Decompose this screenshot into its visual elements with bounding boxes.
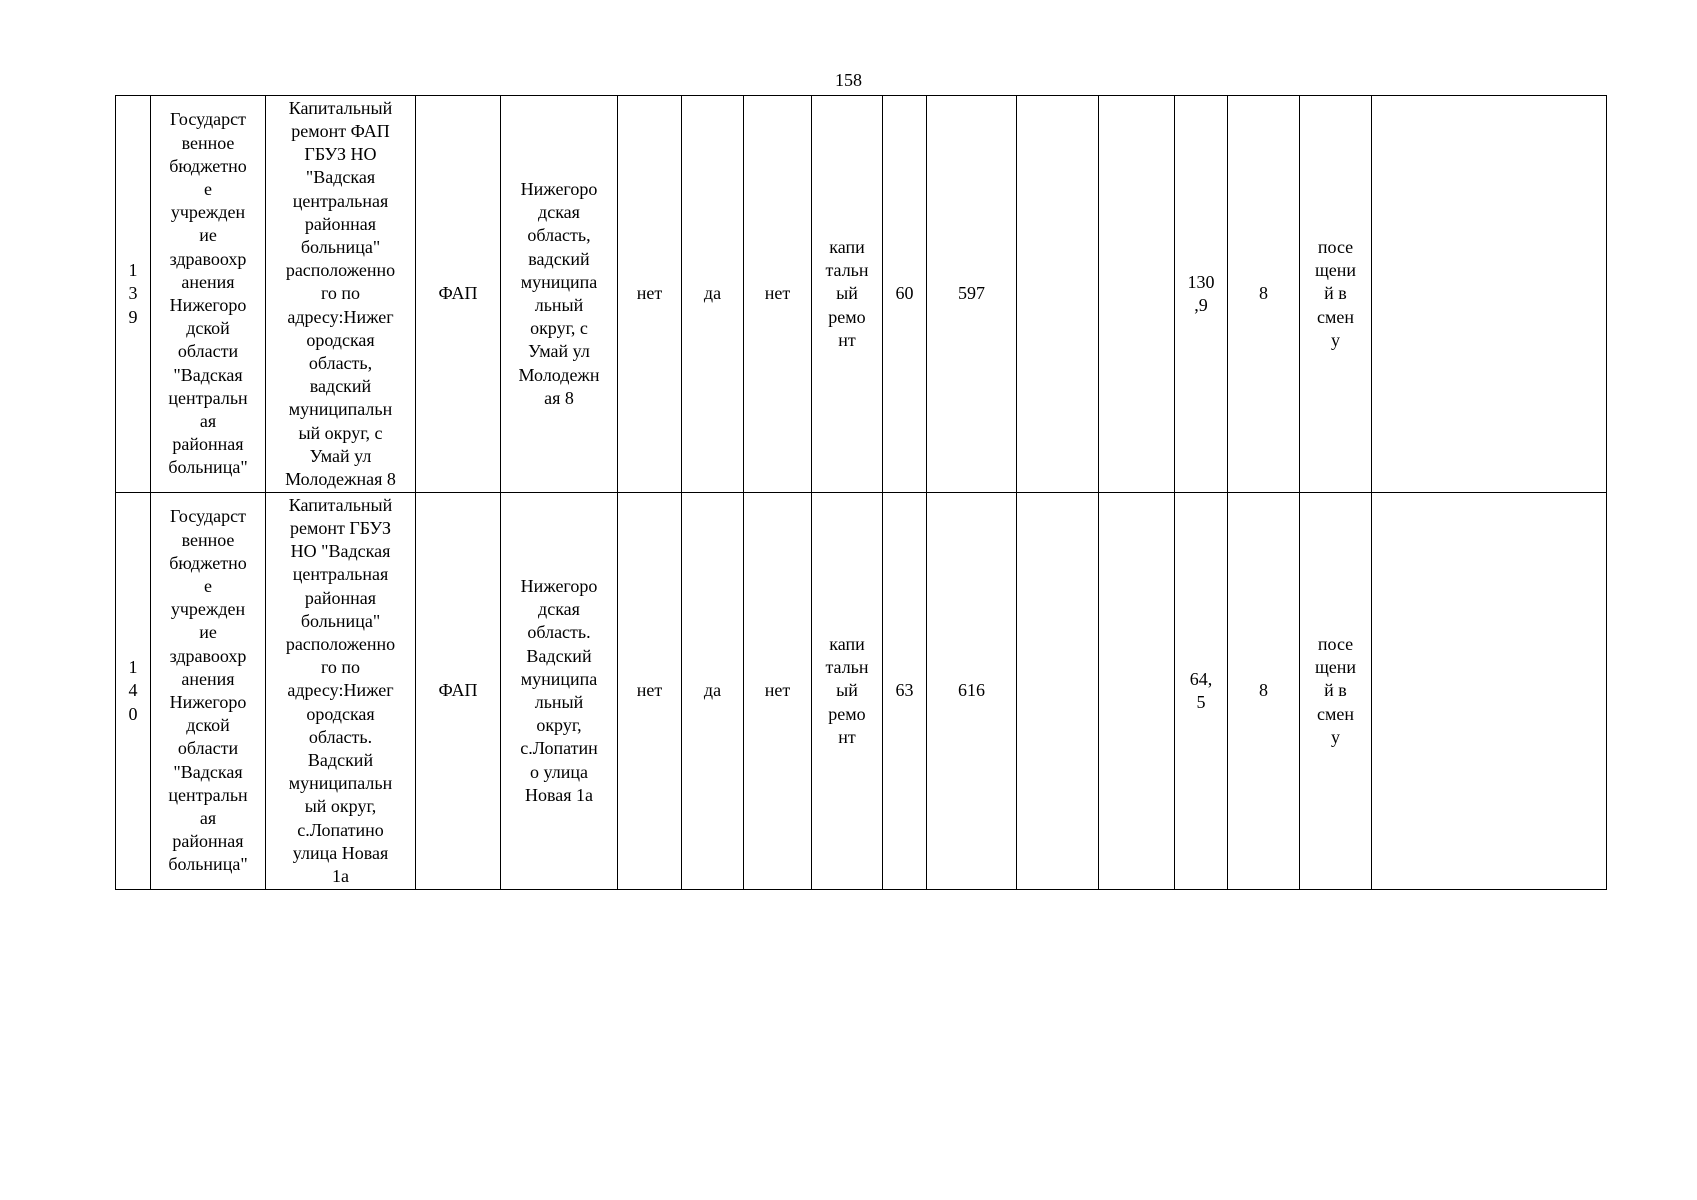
empty-cell-16 [1372, 96, 1607, 493]
value-cell-14: 8 [1228, 96, 1300, 493]
objects-table [115, 95, 1607, 890]
organization-name: Государст венное бюджетно е учрежден ие здравоохр анения Нижегоро дской области "Вадская центральн ая районная больница" [168, 109, 248, 478]
empty-cell-11 [1017, 96, 1099, 493]
organization-cell [151, 96, 266, 493]
value-cell-9: 63 [883, 493, 927, 890]
address: Нижегоро дская область. Вадский муниципа льный округ, с.Лопатин о улица Новая 1а [520, 575, 598, 805]
work-type-cell [812, 493, 883, 890]
project-name: Капитальный ремонт ФАП ГБУЗ НО "Вадская центральная районная больница" расположенно го по адресу:Нижег ородская область, вадский муниципальн ый округ, с Умай ул Молодежная 8 [285, 97, 396, 490]
row-number: 1 3 9 [128, 260, 138, 327]
address-cell [501, 493, 618, 890]
capacity-unit: посе щени й в смен у [1314, 633, 1357, 747]
page-number: 158 [835, 70, 862, 90]
unit-cell [1300, 493, 1372, 890]
flag-cell-5: нет [618, 96, 682, 493]
address: Нижегоро дская область, вадский муниципа льный округ, с Умай ул Молодежн ая 8 [518, 178, 600, 408]
work-type-cell [812, 96, 883, 493]
value-cell-14: 8 [1228, 493, 1300, 890]
area-value: 64, 5 [1189, 668, 1213, 712]
row-number-cell [116, 493, 151, 890]
flag-cell-7: нет [744, 96, 812, 493]
area-value: 130 ,9 [1187, 271, 1215, 315]
object-type-cell: ФАП [416, 493, 501, 890]
empty-cell-12 [1099, 493, 1175, 890]
area-cell [1175, 96, 1228, 493]
table-row [116, 96, 1607, 493]
row-number-cell [116, 96, 151, 493]
flag-cell-6: да [682, 493, 744, 890]
table-row [116, 493, 1607, 890]
flag-cell-6: да [682, 96, 744, 493]
work-type: капи тальн ый ремо нт [825, 236, 869, 350]
value-cell-10: 597 [927, 96, 1017, 493]
unit-cell [1300, 96, 1372, 493]
project-name-cell [266, 96, 416, 493]
project-name: Капитальный ремонт ГБУЗ НО "Вадская центральная районная больница" расположенно го по адресу:Нижег ородская область. Вадский муниципальн ый округ, с.Лопатино улица Новая 1а [285, 494, 396, 887]
flag-cell-5: нет [618, 493, 682, 890]
work-type: капи тальн ый ремо нт [825, 633, 869, 747]
empty-cell-11 [1017, 493, 1099, 890]
organization-cell [151, 493, 266, 890]
capacity-unit: посе щени й в смен у [1314, 236, 1357, 350]
empty-cell-16 [1372, 493, 1607, 890]
table-body [116, 96, 1607, 890]
object-type-cell: ФАП [416, 96, 501, 493]
empty-cell-12 [1099, 96, 1175, 493]
flag-cell-7: нет [744, 493, 812, 890]
value-cell-9: 60 [883, 96, 927, 493]
row-number: 1 4 0 [128, 657, 138, 724]
project-name-cell [266, 493, 416, 890]
address-cell [501, 96, 618, 493]
area-cell [1175, 493, 1228, 890]
value-cell-10: 616 [927, 493, 1017, 890]
organization-name: Государст венное бюджетно е учрежден ие здравоохр анения Нижегоро дской области "Вадская центральн ая районная больница" [168, 506, 248, 875]
